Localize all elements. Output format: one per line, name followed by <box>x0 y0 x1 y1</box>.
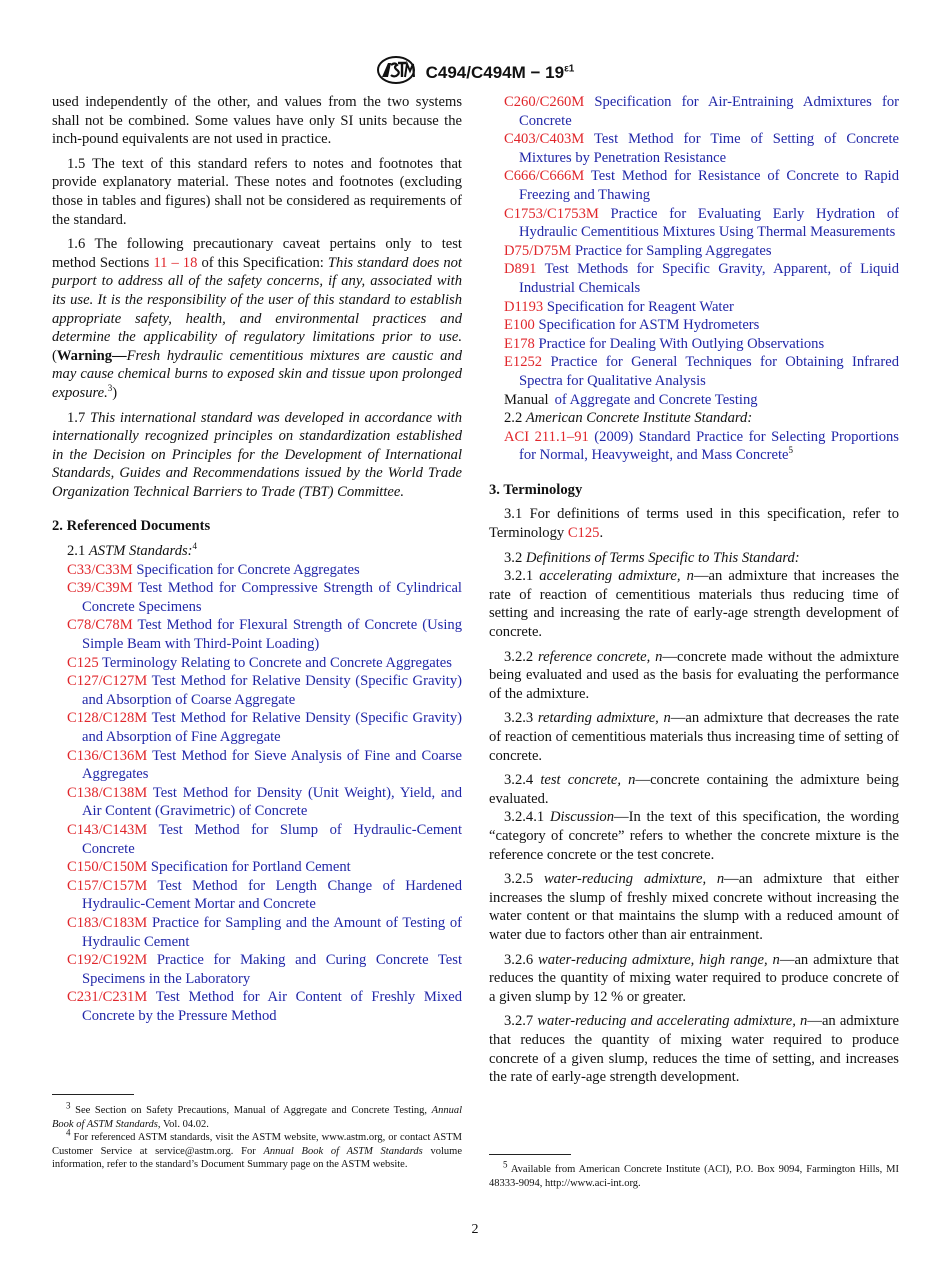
footnote-ref-5: 5 <box>788 445 793 456</box>
section-1-5: 1.5 The text of this standard refers to notes and footnotes that provide explanatory material. These notes and footnotes (excluding those in tables and figures) shall not be considered as requirements of the standard. <box>52 155 462 228</box>
footnote-4: $^4$ For referenced ASTM standards, visit the ASTM website, www.astm.org, or contact ASTM Customer Service at service@astm.org. For Annual Book of ASTM Standards volume information, refer to the standard’s Document Summary page on the ASTM website. <box>52 1127 462 1170</box>
designation-epsilon: ε1 <box>564 62 575 74</box>
definition-3-2-4-1: 3.2.4.1 Discussion—In the text of this specification, the wording “category of concrete” refers to whether the concrete mixture is the reference concrete or the test concrete. <box>489 809 900 863</box>
page-number: 2 <box>471 1222 479 1237</box>
reference-item[interactable]: C136/C136M Test Method for Sieve Analysis of Fine and Coarse Aggregates <box>67 747 462 783</box>
reference-item[interactable]: E100 Specification for ASTM Hydrometers <box>504 317 760 334</box>
reference-item[interactable]: D1193 Specification for Reagent Water <box>504 298 734 315</box>
page-header <box>0 55 950 83</box>
definition-3-2-5: 3.2.5 water-reducing admixture, n—an admixture that either increases the slump of freshly mixed concrete without increasing the water content or that maintains the slump with a reduced amount of water due to factors other than air entrainment. <box>489 871 899 943</box>
paragraph-units-continued: used independently of the other, and values from the two systems shall not be combined. Some values have only SI units because the inch-pound equivalents are not used in practice. <box>52 94 462 148</box>
reference-item[interactable]: C1753/C1753M Practice for Evaluating Early Hydration of Hydraulic Cementitious Mixtures Using Thermal Measurements <box>504 205 899 241</box>
reference-item[interactable]: C33/C33M Specification for Concrete Aggregates <box>67 561 360 578</box>
section-2-2: 2.2 American Concrete Institute Standard: <box>504 410 753 427</box>
right-column <box>489 93 899 1093</box>
astm-logo-icon <box>376 55 416 90</box>
footnote-divider <box>52 1094 134 1095</box>
reference-item[interactable]: C150/C150M Specification for Portland Cement <box>67 859 351 876</box>
definition-3-2-3: 3.2.3 retarding admixture, n—an admixture that decreases the rate of reaction of cementitious materials thus increasing time of setting of concrete. <box>489 710 899 764</box>
section-3-heading: 3. Terminology <box>489 481 583 498</box>
reference-item[interactable]: C39/C39M Test Method for Compressive Strength of Cylindrical Concrete Specimens <box>67 580 462 615</box>
footnote-5: $^5$ Available from American Concrete Institute (ACI), P.O. Box 9094, Farmington Hills, MI 48333-9094, http://www.aci-int.org. <box>489 1159 899 1189</box>
reference-item[interactable]: C231/C231M Test Method for Air Content of Freshly Mixed Concrete by the Pressure Method <box>67 989 462 1024</box>
footnote-divider <box>489 1154 571 1155</box>
reference-item[interactable]: C127/C127M Test Method for Relative Density (Specific Gravity) and Absorption of Coarse Aggregate <box>67 673 462 708</box>
reference-item[interactable]: D75/D75M Practice for Sampling Aggregates <box>504 242 772 259</box>
definition-3-2-1: 3.2.1 accelerating admixture, n—an admixture that increases the rate of reaction of cementitious materials thus reducing time of setting and increasing the rate of early-age strength development of concrete. <box>489 568 899 641</box>
reference-item[interactable]: C78/C78M Test Method for Flexural Strength of Concrete (Using Simple Beam with Third-Point Loading) <box>67 617 462 653</box>
aci-reference[interactable]: ACI 211.1–91 (2009) Standard Practice for Selecting Proportions for Normal, Heavyweight, and Mass Concrete$^5$ <box>504 428 899 464</box>
astm-reference-list <box>52 561 462 1026</box>
manual-reference[interactable]: Manual of Aggregate and Concrete Testing <box>504 391 758 408</box>
left-column <box>52 93 462 1026</box>
footnote-3: $^3$ See Section on Safety Precautions, Manual of Aggregate and Concrete Testing, Annual Book of ASTM Standards, Vol. 04.02. <box>52 1100 462 1130</box>
reference-item[interactable]: C403/C403M Test Method for Time of Setting of Concrete Mixtures by Penetration Resistance <box>504 131 899 166</box>
reference-item[interactable]: D891 Test Methods for Specific Gravity, Apparent, of Liquid Industrial Chemicals <box>504 261 899 296</box>
reference-item[interactable]: C260/C260M Specification for Air-Entraining Admixtures for Concrete <box>504 94 899 129</box>
footnote-ref-4: 4 <box>192 541 198 552</box>
definition-3-2-2: 3.2.2 reference concrete, n—concrete made without the admixture being evaluated and used as the basis for evaluating the performance of the admixture. <box>489 648 899 702</box>
reference-item[interactable]: C666/C666M Test Method for Resistance of Concrete to Rapid Freezing and Thawing <box>504 168 899 203</box>
reference-item[interactable]: C138/C138M Test Method for Density (Unit Weight), Yield, and Air Content (Gravimetric) of Concrete <box>67 784 462 820</box>
terminology-link[interactable]: C125 <box>567 525 600 542</box>
section-1-7: 1.7 This international standard was developed in accordance with internationally recognized principles on standardization established in the Decision on Principles for the Development of International Standards, Guides and Recommendations issued by the World Trade Organization Technical Barriers to Trade (TBT) Committee. <box>52 409 463 500</box>
section-3-1: 3.1 For definitions of terms used in this specification, refer to Terminology C125. <box>489 506 899 542</box>
standard-designation: $C494/C494M - 19^{\varepsilon 1}$ <box>425 62 575 82</box>
left-footnotes <box>52 1100 462 1172</box>
sections-link[interactable]: 11 – 18 <box>153 254 198 271</box>
reference-item[interactable]: E178 Practice for Dealing With Outlying Observations <box>504 335 825 352</box>
reference-item[interactable]: C183/C183M Practice for Sampling and the Amount of Testing of Hydraulic Cement <box>67 914 462 950</box>
right-footnotes <box>489 1159 899 1190</box>
definition-3-2-7: 3.2.7 water-reducing and accelerating admixture, n—an admixture that reduces the quantity of mixing water required to produce concrete of a given slump, reduces the time of setting, and increases the rate of early-age strength development. <box>489 1013 899 1086</box>
section-3-2: 3.2 Definitions of Terms Specific to This Standard: <box>504 549 800 566</box>
section-1-6: 1.6 The following precautionary caveat pertains only to test method Sections 11 – 18 of this Specification: This standard does not purport to address all of the safety concerns, if any, associated with its use. It is the responsibility of the user of this standard to establish appropriate safety, health, and environmental practices and determine the applicability of regulatory limitations prior to use. (Warning—Fresh hydraulic cementitious mixtures are caustic and may cause chemical burns to exposed skin and tissue upon prolonged exposure.$^3$) <box>52 236 462 401</box>
section-2-heading: 2. Referenced Documents <box>52 518 211 535</box>
reference-item[interactable]: C143/C143M Test Method for Slump of Hydraulic-Cement Concrete <box>67 821 462 857</box>
footnote-ref-3: 3 <box>107 383 113 394</box>
definition-3-2-4: 3.2.4 test concrete, n—concrete containing the admixture being evaluated. <box>489 772 899 807</box>
astm-reference-list-continued <box>489 93 899 391</box>
definition-3-2-6: 3.2.6 water-reducing admixture, high range, n—an admixture that reduces the quantity of mixing water required to produce concrete of a given slump by 12 % or greater. <box>489 951 899 1005</box>
reference-item[interactable]: E1252 Practice for General Techniques for Obtaining Infrared Spectra for Qualitative Analysis <box>504 354 899 389</box>
reference-item[interactable]: C157/C157M Test Method for Length Change of Hardened Hydraulic-Cement Mortar and Concrete <box>67 877 462 913</box>
reference-item[interactable]: C128/C128M Test Method for Relative Density (Specific Gravity) and Absorption of Fine Aggregate <box>67 710 462 745</box>
reference-item[interactable]: C125 Terminology Relating to Concrete and Concrete Aggregates <box>67 654 452 671</box>
section-2-1: 2.1 ASTM Standards:$^4$ <box>67 541 198 560</box>
reference-item[interactable]: C192/C192M Practice for Making and Curing Concrete Test Specimens in the Laboratory <box>67 952 462 987</box>
